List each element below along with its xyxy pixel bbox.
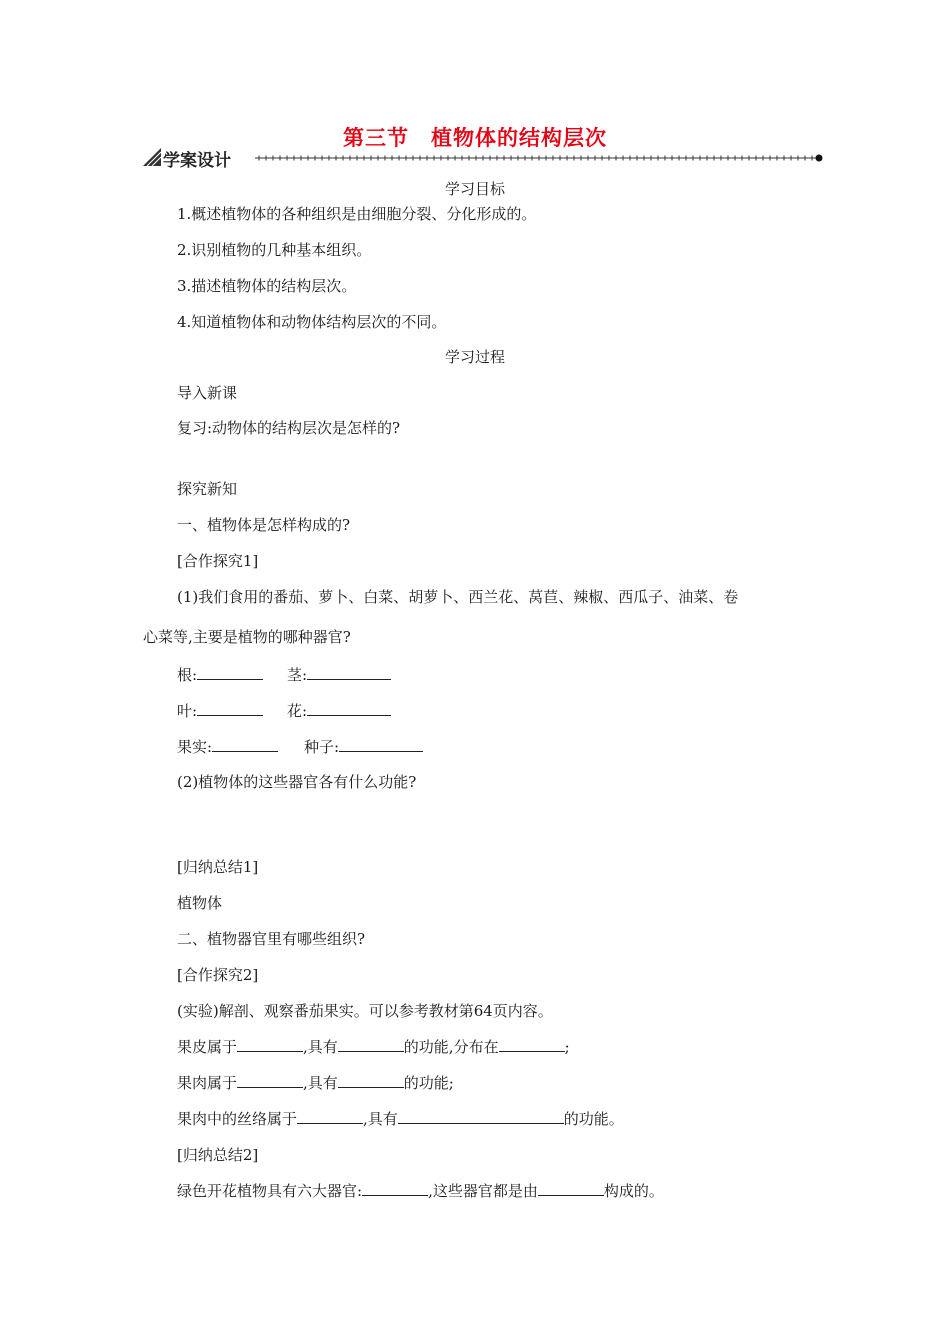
flesh-tissue-blank[interactable] (237, 1073, 303, 1088)
flesh-text-b: ,具有 (303, 1074, 338, 1092)
section-banner (143, 146, 823, 170)
six-organs-row (177, 1180, 664, 1201)
six-organs-text-a: 绿色开花植物具有六大器官: (177, 1182, 363, 1200)
flesh-function-blank[interactable] (338, 1073, 404, 1088)
review-question: 复习:动物体的结构层次是怎样的? (177, 419, 401, 437)
objective-item: 3.描述植物体的结构层次。 (177, 277, 357, 295)
fruit-peel-row (177, 1036, 570, 1057)
stem-label: 茎: (287, 666, 308, 684)
fiber-text-a: 果肉中的丝络属于 (177, 1110, 298, 1128)
fruit-blank[interactable] (212, 737, 278, 752)
organ-flower-row (287, 700, 391, 721)
summary-2: [归纳总结2] (177, 1146, 259, 1164)
flesh-text-a: 果肉属于 (177, 1074, 238, 1092)
six-organs-text-b: ,这些器官都是由 (428, 1182, 538, 1200)
seed-label: 种子: (304, 738, 340, 756)
leaf-blank[interactable] (197, 701, 263, 716)
organ-root-row (177, 664, 263, 685)
fiber-text-c: 的功能。 (563, 1110, 624, 1128)
fiber-function-blank[interactable] (398, 1109, 564, 1124)
question-2-heading: 二、植物器官里有哪些组织? (177, 930, 366, 948)
question-1-part-2: (2)植物体的这些器官各有什么功能? (177, 773, 417, 791)
flower-label: 花: (287, 702, 308, 720)
stem-blank[interactable] (307, 665, 391, 680)
peel-text-c: 的功能,分布在 (403, 1038, 499, 1056)
root-label: 根: (177, 666, 198, 684)
plant-body-label: 植物体 (177, 894, 223, 912)
fruit-label: 果实: (177, 738, 213, 756)
banner-triangle-icon (143, 148, 161, 166)
fiber-text-b: ,具有 (363, 1110, 398, 1128)
peel-function-blank[interactable] (338, 1037, 404, 1052)
root-blank[interactable] (197, 665, 263, 680)
page-title: 第三节 植物体的结构层次 (343, 126, 607, 150)
peel-text-a: 果皮属于 (177, 1038, 238, 1056)
banner-dotted-line (255, 152, 825, 164)
organ-leaf-row (177, 700, 263, 721)
process-heading: 学习过程 (444, 348, 505, 366)
banner-label: 学案设计 (163, 151, 231, 171)
cooperative-inquiry-2: [合作探究2] (177, 966, 259, 984)
explore-heading: 探究新知 (177, 480, 238, 498)
objective-item: 1.概述植物体的各种组织是由细胞分裂、分化形成的。 (177, 205, 537, 223)
objectives-heading: 学习目标 (444, 180, 505, 198)
question-1-part-1-cont: 心菜等,主要是植物的哪种器官? (143, 628, 351, 646)
peel-text-d: ; (564, 1038, 570, 1056)
six-organs-text-c: 构成的。 (603, 1182, 664, 1200)
organ-seed-row (304, 736, 423, 757)
intro-heading: 导入新课 (177, 384, 238, 402)
seed-blank[interactable] (339, 737, 423, 752)
experiment-instruction: (实验)解剖、观察番茄果实。可以参考教材第64页内容。 (177, 1002, 553, 1020)
six-organs-blank[interactable] (362, 1181, 428, 1196)
fruit-flesh-row (177, 1072, 454, 1093)
organ-stem-row (287, 664, 391, 685)
flower-blank[interactable] (307, 701, 391, 716)
peel-text-b: ,具有 (303, 1038, 338, 1056)
fiber-tissue-blank[interactable] (297, 1109, 363, 1124)
organ-fruit-row (177, 736, 278, 757)
peel-location-blank[interactable] (499, 1037, 565, 1052)
peel-tissue-blank[interactable] (237, 1037, 303, 1052)
fruit-fiber-row (177, 1108, 624, 1129)
objective-item: 4.知道植物体和动物体结构层次的不同。 (177, 313, 447, 331)
cooperative-inquiry-1: [合作探究1] (177, 552, 259, 570)
question-1-part-1: (1)我们食用的番茄、萝卜、白菜、胡萝卜、西兰花、莴苣、辣椒、西瓜子、油菜、卷 (177, 588, 739, 606)
composition-blank[interactable] (538, 1181, 604, 1196)
flesh-text-c: 的功能; (403, 1074, 454, 1092)
summary-1: [归纳总结1] (177, 858, 259, 876)
objective-item: 2.识别植物的几种基本组织。 (177, 241, 372, 259)
question-1-heading: 一、植物体是怎样构成的? (177, 516, 351, 534)
leaf-label: 叶: (177, 702, 198, 720)
